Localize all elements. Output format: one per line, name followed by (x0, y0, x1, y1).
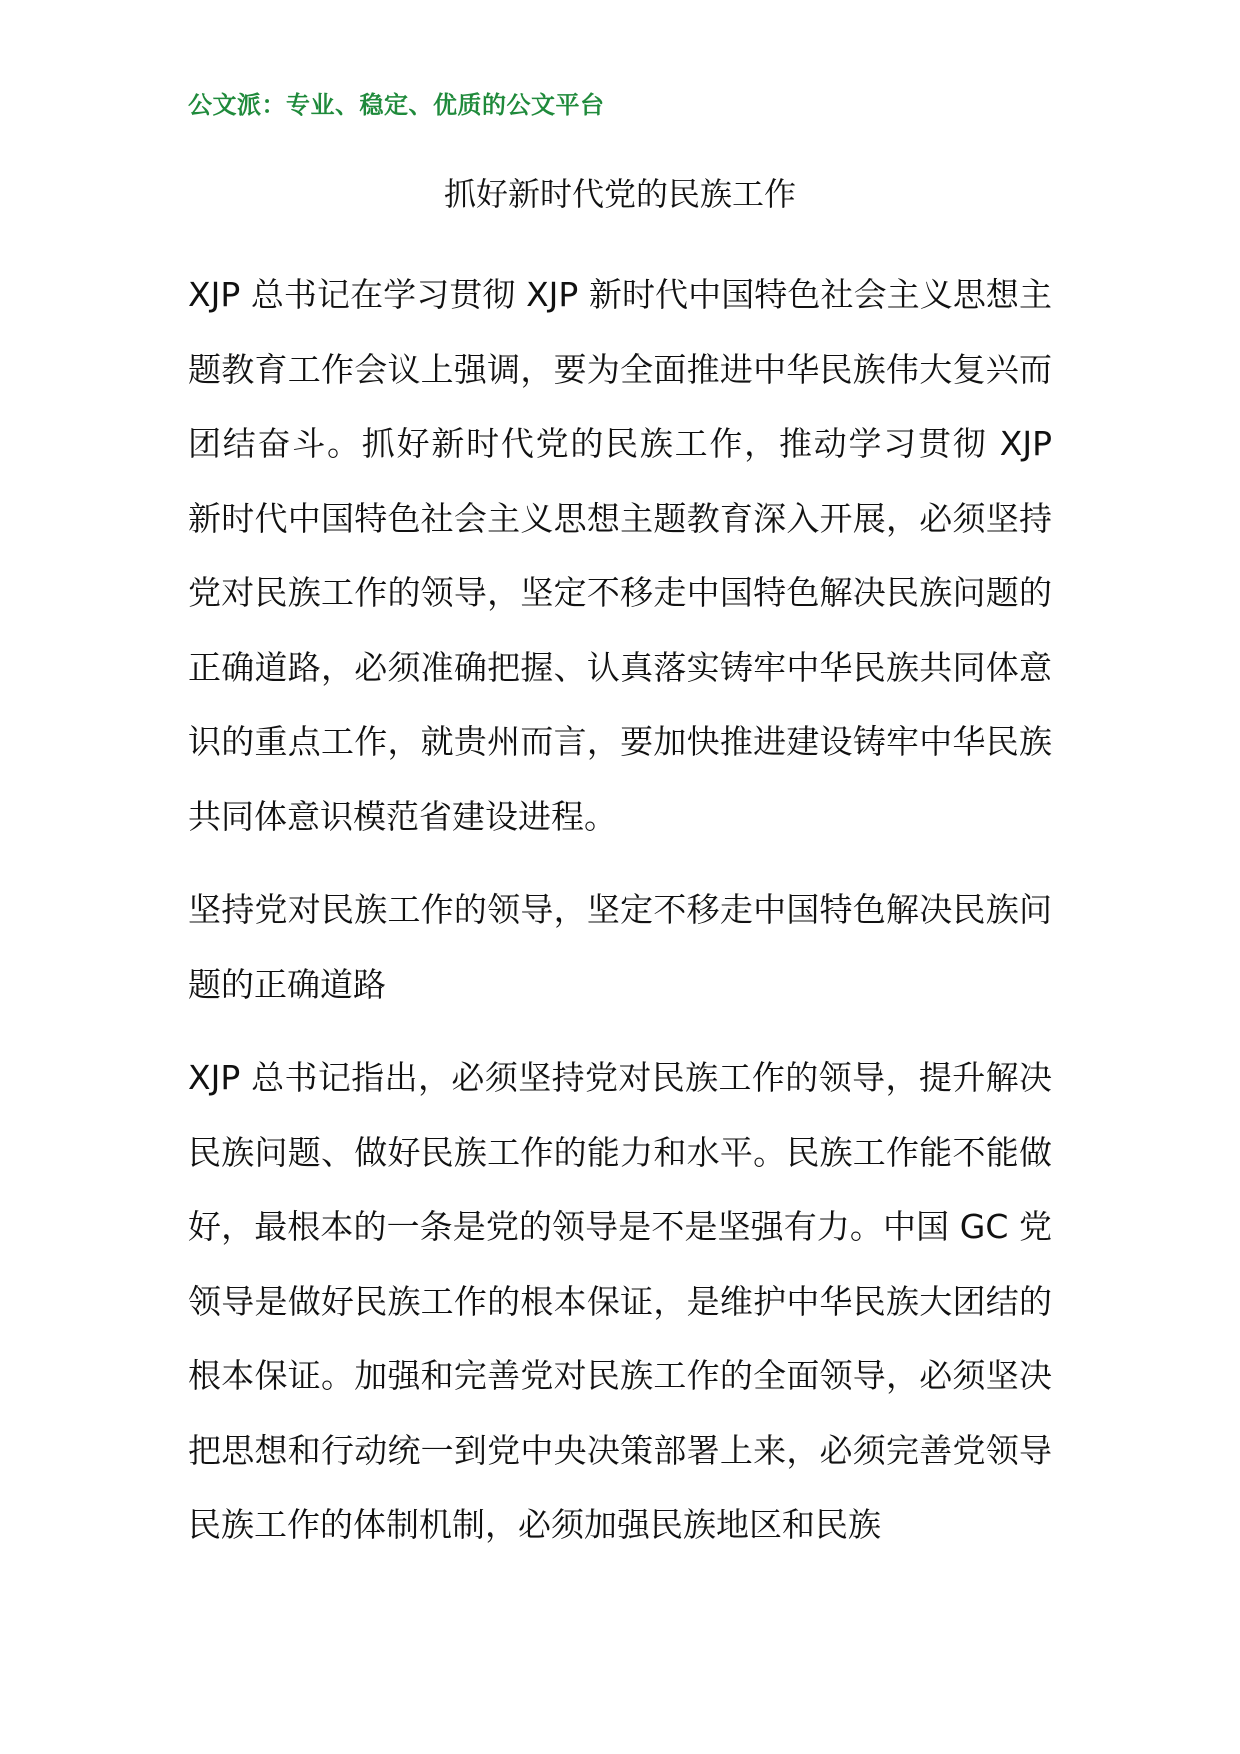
section-heading: 坚持党对民族工作的领导，坚定不移走中国特色解决民族问题的正确道路 (188, 890, 1052, 1004)
body-paragraph-2: XJP 总书记指出，必须坚持党对民族工作的领导，提升解决民族问题、做好民族工作的能力和水平。民族工作能不能做好，最根本的一条是党的领导是不是坚强有力。中国 GC 党领导是做好民族工作的根本保证，是维护中华民族大团结的根本保证。加强和完善党对民族工作的全面领导，必须坚决把思想和行动统一到党中央决策部署上来，必须完善党领导民族工作的体制机制，必须加强民族地区和民族 (188, 1058, 1052, 1544)
document-body (188, 258, 1052, 1582)
body-paragraph-1: XJP 总书记在学习贯彻 XJP 新时代中国特色社会主义思想主题教育工作会议上强调，要为全面推进中华民族伟大复兴而团结奋斗。抓好新时代党的民族工作，推动学习贯彻 XJP 新时代中国特色社会主义思想主题教育深入开展，必须坚持党对民族工作的领导，坚定不移走中国特色解决民族问题的正确道路，必须准确把握、认真落实铸牢中华民族共同体意识的重点工作，就贵州而言，要加快推进建设铸牢中华民族共同体意识模范省建设进程。 (188, 275, 1052, 836)
document-title: 抓好新时代党的民族工作 (443, 175, 796, 213)
brand-header: 公文派：专业、稳定、优质的公文平台 (188, 91, 605, 119)
